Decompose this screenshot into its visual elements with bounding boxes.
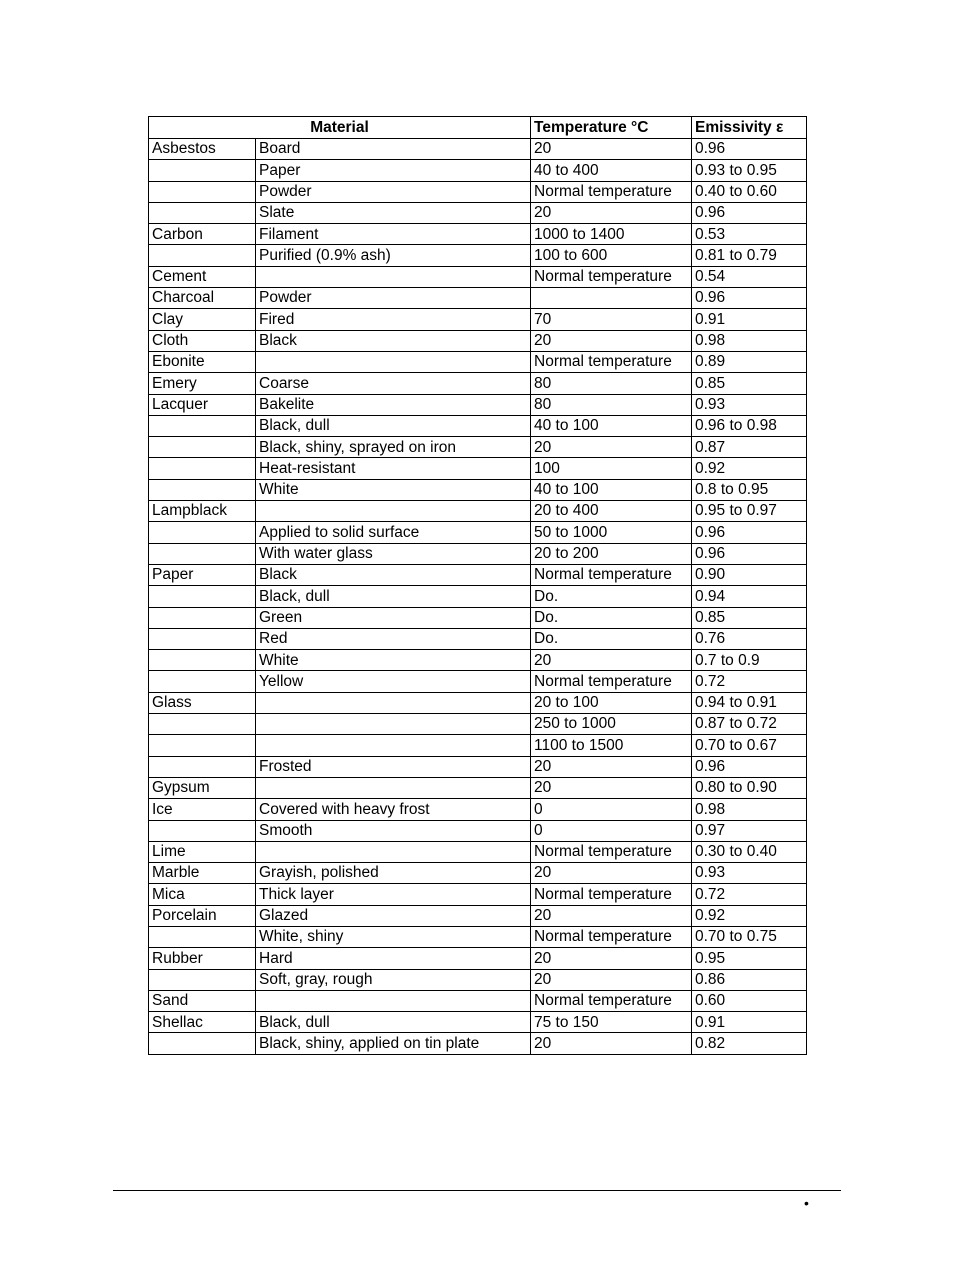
material-cell — [149, 1033, 256, 1054]
material-cell — [149, 415, 256, 436]
emissivity-cell: 0.87 — [692, 437, 807, 458]
temperature-cell: 20 to 100 — [531, 692, 692, 713]
emissivity-cell: 0.82 — [692, 1033, 807, 1054]
emissivity-cell: 0.85 — [692, 373, 807, 394]
variant-cell — [256, 266, 531, 287]
emissivity-cell: 0.53 — [692, 224, 807, 245]
emissivity-cell: 0.93 to 0.95 — [692, 160, 807, 181]
temperature-cell: 40 to 100 — [531, 415, 692, 436]
emissivity-cell: 0.94 to 0.91 — [692, 692, 807, 713]
footer-bullet: • — [804, 1195, 809, 1211]
temperature-cell: 70 — [531, 309, 692, 330]
temperature-cell: 20 — [531, 863, 692, 884]
emissivity-cell: 0.91 — [692, 309, 807, 330]
material-cell: Lampblack — [149, 501, 256, 522]
temperature-cell: 20 — [531, 202, 692, 223]
material-cell: Ice — [149, 799, 256, 820]
material-cell: Rubber — [149, 948, 256, 969]
material-cell: Emery — [149, 373, 256, 394]
table-row — [149, 863, 807, 884]
table-row — [149, 586, 807, 607]
temperature-cell: 20 — [531, 777, 692, 798]
temperature-cell: 40 to 400 — [531, 160, 692, 181]
variant-cell: Slate — [256, 202, 531, 223]
material-cell: Carbon — [149, 224, 256, 245]
table-row — [149, 224, 807, 245]
material-cell: Sand — [149, 990, 256, 1011]
material-cell — [149, 586, 256, 607]
material-cell: Gypsum — [149, 777, 256, 798]
variant-cell: Fired — [256, 309, 531, 330]
variant-cell: Powder — [256, 181, 531, 202]
temperature-cell: 75 to 150 — [531, 1012, 692, 1033]
material-cell: Mica — [149, 884, 256, 905]
variant-cell: Green — [256, 607, 531, 628]
emissivity-cell: 0.7 to 0.9 — [692, 650, 807, 671]
variant-cell: Smooth — [256, 820, 531, 841]
emissivity-cell: 0.80 to 0.90 — [692, 777, 807, 798]
table-row — [149, 288, 807, 309]
material-cell: Cloth — [149, 330, 256, 351]
table-row — [149, 714, 807, 735]
variant-cell: Applied to solid surface — [256, 522, 531, 543]
emissivity-cell: 0.76 — [692, 628, 807, 649]
emissivity-cell: 0.93 — [692, 394, 807, 415]
variant-cell: Paper — [256, 160, 531, 181]
temperature-cell: Normal temperature — [531, 671, 692, 692]
table-body — [149, 139, 807, 1055]
table-row — [149, 330, 807, 351]
table-header-row — [149, 117, 807, 139]
emissivity-cell: 0.92 — [692, 905, 807, 926]
temperature-cell: 0 — [531, 799, 692, 820]
temperature-cell: 50 to 1000 — [531, 522, 692, 543]
table-row — [149, 692, 807, 713]
table-row — [149, 1033, 807, 1054]
variant-cell: Black, shiny, sprayed on iron — [256, 437, 531, 458]
temperature-cell: Do. — [531, 607, 692, 628]
temperature-cell: 1100 to 1500 — [531, 735, 692, 756]
table-row — [149, 926, 807, 947]
emissivity-cell: 0.93 — [692, 863, 807, 884]
temperature-cell: 40 to 100 — [531, 479, 692, 500]
table-row — [149, 522, 807, 543]
temperature-cell: 20 — [531, 650, 692, 671]
table-row — [149, 458, 807, 479]
emissivity-cell: 0.70 to 0.75 — [692, 926, 807, 947]
material-cell — [149, 160, 256, 181]
emissivity-cell: 0.96 — [692, 202, 807, 223]
variant-cell: Black — [256, 564, 531, 585]
material-cell: Charcoal — [149, 288, 256, 309]
temperature-cell: Normal temperature — [531, 884, 692, 905]
material-cell — [149, 650, 256, 671]
emissivity-table-container — [148, 116, 806, 1055]
emissivity-cell: 0.87 to 0.72 — [692, 714, 807, 735]
variant-cell: Black, dull — [256, 586, 531, 607]
material-cell — [149, 543, 256, 564]
variant-cell: With water glass — [256, 543, 531, 564]
variant-cell: Hard — [256, 948, 531, 969]
variant-cell: Black, dull — [256, 1012, 531, 1033]
table-row — [149, 181, 807, 202]
emissivity-cell: 0.85 — [692, 607, 807, 628]
temperature-cell: 20 — [531, 437, 692, 458]
footer-rule — [113, 1190, 841, 1191]
variant-cell: Thick layer — [256, 884, 531, 905]
table-row — [149, 309, 807, 330]
table-row — [149, 777, 807, 798]
material-cell: Cement — [149, 266, 256, 287]
emissivity-cell: 0.95 — [692, 948, 807, 969]
table-row — [149, 735, 807, 756]
temperature-cell: 20 — [531, 969, 692, 990]
table-row — [149, 990, 807, 1011]
emissivity-cell: 0.60 — [692, 990, 807, 1011]
temperature-cell: Normal temperature — [531, 841, 692, 862]
temperature-cell: Normal temperature — [531, 351, 692, 372]
emissivity-table — [148, 116, 807, 1055]
variant-cell: Bakelite — [256, 394, 531, 415]
temperature-cell — [531, 288, 692, 309]
variant-cell — [256, 351, 531, 372]
variant-cell: Black, dull — [256, 415, 531, 436]
emissivity-cell: 0.72 — [692, 671, 807, 692]
table-row — [149, 543, 807, 564]
material-cell — [149, 628, 256, 649]
material-cell — [149, 926, 256, 947]
variant-cell: Coarse — [256, 373, 531, 394]
material-cell — [149, 202, 256, 223]
temperature-cell: 20 — [531, 905, 692, 926]
material-cell — [149, 820, 256, 841]
variant-cell — [256, 692, 531, 713]
table-row — [149, 905, 807, 926]
temperature-cell: 1000 to 1400 — [531, 224, 692, 245]
variant-cell: Board — [256, 139, 531, 160]
temperature-cell: 80 — [531, 394, 692, 415]
material-cell: Lacquer — [149, 394, 256, 415]
emissivity-cell: 0.98 — [692, 799, 807, 820]
temperature-column-header: Temperature °C — [531, 117, 692, 139]
variant-cell — [256, 777, 531, 798]
table-row — [149, 671, 807, 692]
emissivity-cell: 0.96 — [692, 522, 807, 543]
emissivity-cell: 0.96 — [692, 756, 807, 777]
material-cell — [149, 458, 256, 479]
temperature-cell: Normal temperature — [531, 181, 692, 202]
material-cell: Clay — [149, 309, 256, 330]
table-row — [149, 245, 807, 266]
material-cell: Asbestos — [149, 139, 256, 160]
material-cell — [149, 479, 256, 500]
table-row — [149, 266, 807, 287]
variant-cell — [256, 990, 531, 1011]
material-cell — [149, 714, 256, 735]
table-row — [149, 841, 807, 862]
temperature-cell: 20 — [531, 756, 692, 777]
emissivity-cell: 0.86 — [692, 969, 807, 990]
variant-cell: Purified (0.9% ash) — [256, 245, 531, 266]
table-row — [149, 1012, 807, 1033]
temperature-cell: 20 — [531, 948, 692, 969]
emissivity-cell: 0.98 — [692, 330, 807, 351]
material-cell — [149, 522, 256, 543]
material-cell — [149, 735, 256, 756]
variant-cell: Soft, gray, rough — [256, 969, 531, 990]
emissivity-cell: 0.96 — [692, 139, 807, 160]
table-row — [149, 564, 807, 585]
emissivity-cell: 0.92 — [692, 458, 807, 479]
material-cell — [149, 969, 256, 990]
temperature-cell: 100 to 600 — [531, 245, 692, 266]
emissivity-cell: 0.89 — [692, 351, 807, 372]
table-row — [149, 160, 807, 181]
emissivity-cell: 0.40 to 0.60 — [692, 181, 807, 202]
emissivity-cell: 0.81 to 0.79 — [692, 245, 807, 266]
table-row — [149, 799, 807, 820]
temperature-cell: Normal temperature — [531, 990, 692, 1011]
emissivity-cell: 0.54 — [692, 266, 807, 287]
material-cell: Shellac — [149, 1012, 256, 1033]
material-cell: Paper — [149, 564, 256, 585]
temperature-cell: 20 — [531, 139, 692, 160]
emissivity-cell: 0.96 — [692, 288, 807, 309]
variant-cell: Red — [256, 628, 531, 649]
table-row — [149, 948, 807, 969]
temperature-cell: Do. — [531, 586, 692, 607]
variant-cell: Filament — [256, 224, 531, 245]
emissivity-cell: 0.90 — [692, 564, 807, 585]
variant-cell: White, shiny — [256, 926, 531, 947]
emissivity-column-header: Emissivity ε — [692, 117, 807, 139]
variant-cell: White — [256, 479, 531, 500]
variant-cell: Black — [256, 330, 531, 351]
variant-cell: White — [256, 650, 531, 671]
temperature-cell: 0 — [531, 820, 692, 841]
table-row — [149, 394, 807, 415]
table-row — [149, 139, 807, 160]
variant-cell: Black, shiny, applied on tin plate — [256, 1033, 531, 1054]
temperature-cell: Do. — [531, 628, 692, 649]
table-row — [149, 373, 807, 394]
emissivity-cell: 0.8 to 0.95 — [692, 479, 807, 500]
emissivity-cell: 0.91 — [692, 1012, 807, 1033]
table-row — [149, 437, 807, 458]
table-row — [149, 969, 807, 990]
temperature-cell: 20 — [531, 1033, 692, 1054]
variant-cell — [256, 735, 531, 756]
temperature-cell: 100 — [531, 458, 692, 479]
material-cell — [149, 437, 256, 458]
emissivity-cell: 0.30 to 0.40 — [692, 841, 807, 862]
material-cell — [149, 607, 256, 628]
variant-cell: Frosted — [256, 756, 531, 777]
table-row — [149, 756, 807, 777]
variant-cell: Glazed — [256, 905, 531, 926]
material-cell: Ebonite — [149, 351, 256, 372]
variant-cell — [256, 714, 531, 735]
temperature-cell: 20 — [531, 330, 692, 351]
variant-cell: Yellow — [256, 671, 531, 692]
emissivity-cell: 0.97 — [692, 820, 807, 841]
emissivity-cell: 0.72 — [692, 884, 807, 905]
material-cell — [149, 181, 256, 202]
material-cell: Glass — [149, 692, 256, 713]
emissivity-cell: 0.70 to 0.67 — [692, 735, 807, 756]
table-row — [149, 884, 807, 905]
material-column-header: Material — [149, 117, 531, 139]
table-row — [149, 415, 807, 436]
emissivity-cell: 0.96 to 0.98 — [692, 415, 807, 436]
material-cell: Porcelain — [149, 905, 256, 926]
material-cell — [149, 245, 256, 266]
temperature-cell: 80 — [531, 373, 692, 394]
emissivity-cell: 0.95 to 0.97 — [692, 501, 807, 522]
variant-cell — [256, 841, 531, 862]
temperature-cell: Normal temperature — [531, 266, 692, 287]
temperature-cell: 250 to 1000 — [531, 714, 692, 735]
temperature-cell: Normal temperature — [531, 564, 692, 585]
material-cell: Lime — [149, 841, 256, 862]
material-cell — [149, 756, 256, 777]
emissivity-cell: 0.96 — [692, 543, 807, 564]
material-cell — [149, 671, 256, 692]
table-row — [149, 820, 807, 841]
table-row — [149, 628, 807, 649]
table-row — [149, 501, 807, 522]
variant-cell: Heat-resistant — [256, 458, 531, 479]
table-row — [149, 650, 807, 671]
table-row — [149, 479, 807, 500]
table-row — [149, 351, 807, 372]
material-cell: Marble — [149, 863, 256, 884]
temperature-cell: Normal temperature — [531, 926, 692, 947]
variant-cell: Covered with heavy frost — [256, 799, 531, 820]
emissivity-cell: 0.94 — [692, 586, 807, 607]
table-row — [149, 607, 807, 628]
variant-cell: Grayish, polished — [256, 863, 531, 884]
table-row — [149, 202, 807, 223]
temperature-cell: 20 to 200 — [531, 543, 692, 564]
variant-cell: Powder — [256, 288, 531, 309]
temperature-cell: 20 to 400 — [531, 501, 692, 522]
variant-cell — [256, 501, 531, 522]
